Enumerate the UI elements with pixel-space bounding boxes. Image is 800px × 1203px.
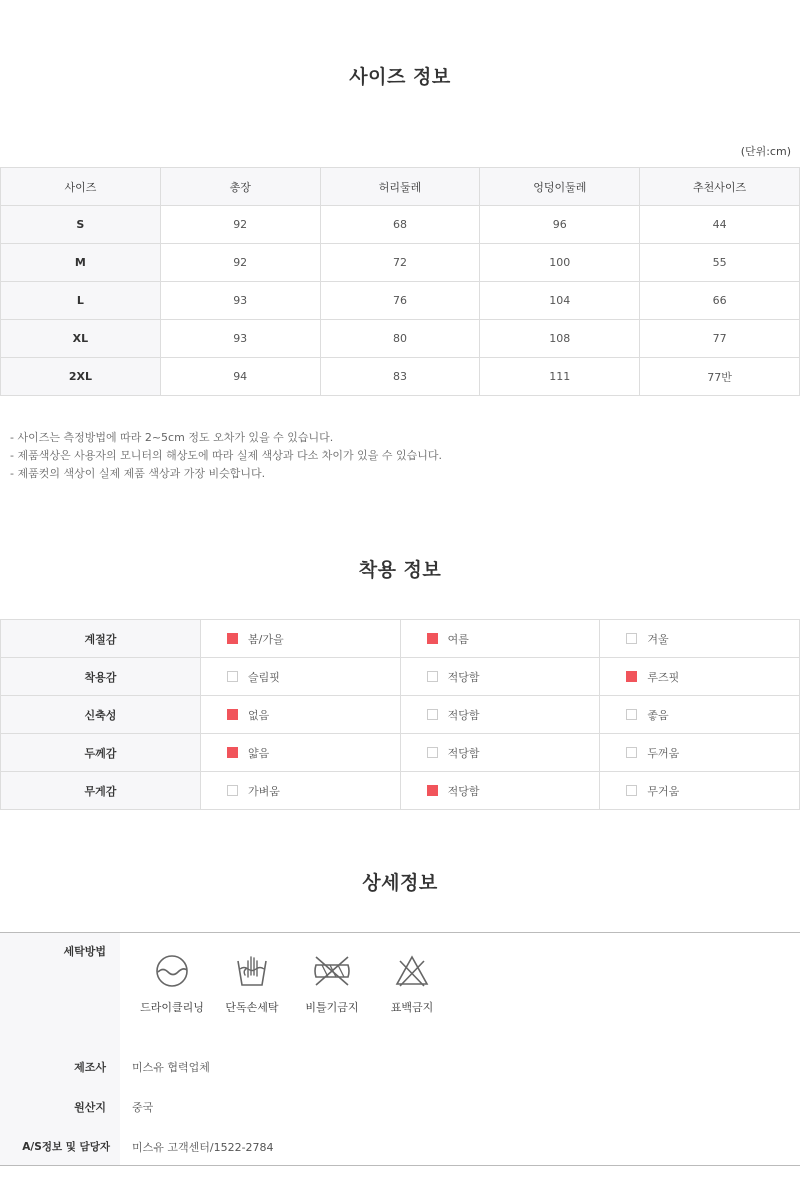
manufacturer-row [0,1059,800,1075]
fit-option [400,658,600,696]
option-label: 적당함 [447,746,480,760]
detail-table [0,932,800,1166]
fit-label: 계절감 [1,620,201,658]
header-hip: 엉덩이둘레 [480,168,640,206]
care-caption: 드라이클리닝 [140,1001,204,1014]
note-line: - 제품컷의 색상이 실제 제품 색상과 가장 비슷합니다. [10,467,266,480]
checkbox-unchecked [427,709,438,720]
care-icons [132,953,452,1015]
hip-cell: 108 [480,320,640,358]
detail-section-title: 상세정보 [362,872,438,894]
fit-option [201,696,401,734]
as-row [0,1139,800,1155]
size-cell: 2XL [1,358,161,396]
waist-cell: 76 [320,282,480,320]
waist-cell: 72 [320,244,480,282]
fit-option [600,696,800,734]
size-notes [10,429,442,483]
checkbox-checked [427,633,438,644]
hip-cell: 111 [480,358,640,396]
care-item [292,953,372,1015]
waist-cell: 80 [320,320,480,358]
fit-option [600,658,800,696]
no-wring-icon [310,953,354,989]
option-label: 두꺼움 [647,746,680,760]
care-item [372,953,452,1015]
header-waist: 허리둘레 [320,168,480,206]
care-item [212,953,292,1015]
option-label: 가벼움 [248,784,280,798]
length-cell: 92 [160,206,320,244]
fit-option [201,620,401,658]
length-cell: 92 [160,244,320,282]
manufacturer-value: 미스유 협력업체 [132,1061,210,1074]
checkbox-checked [626,671,637,682]
recommended-cell: 44 [640,206,800,244]
as-value: 미스유 고객센터/1522-2784 [132,1141,274,1154]
option-label: 슬림핏 [248,670,280,684]
option-label: 얇음 [248,746,270,760]
note-line: - 제품색상은 사용자의 모니터의 해상도에 따라 실제 색상과 다소 차이가 있을 수 있습니다. [10,449,442,462]
option-label: 봄/가을 [248,632,284,646]
size-table [0,167,800,396]
origin-label: 원산지 [0,1099,120,1115]
option-label: 겨울 [647,632,669,646]
checkbox-unchecked [626,709,637,720]
hand-wash-icon [234,953,270,989]
fit-row-weight [1,772,800,810]
option-label: 적당함 [447,708,480,722]
checkbox-checked [227,709,238,720]
manufacturer-label: 제조사 [0,1059,120,1075]
fit-option [201,734,401,772]
recommended-cell: 66 [640,282,800,320]
fit-label: 무게감 [1,772,201,810]
detail-label-column [0,933,120,1165]
hip-cell: 100 [480,244,640,282]
care-caption: 단독손세탁 [225,1001,279,1014]
size-cell: S [1,206,161,244]
hip-cell: 96 [480,206,640,244]
no-bleach-icon [394,953,430,989]
hip-cell: 104 [480,282,640,320]
care-item [132,953,212,1015]
waist-cell: 83 [320,358,480,396]
option-label: 적당함 [447,784,480,798]
fit-option [201,658,401,696]
recommended-cell: 55 [640,244,800,282]
length-cell: 93 [160,282,320,320]
fit-option [400,620,600,658]
fit-row-thickness [1,734,800,772]
checkbox-unchecked [427,747,438,758]
dry-clean-icon [154,953,190,989]
table-row [1,282,800,320]
fit-row-fit [1,658,800,696]
checkbox-unchecked [227,671,238,682]
care-caption: 표백금지 [390,1001,434,1014]
checkbox-unchecked [227,785,238,796]
option-label: 무거움 [647,784,680,798]
table-row [1,206,800,244]
note-line: - 사이즈는 측정방법에 따라 2~5cm 정도 오차가 있을 수 있습니다. [10,431,334,444]
checkbox-unchecked [626,747,637,758]
size-cell: L [1,282,161,320]
fit-option [600,772,800,810]
care-caption: 비틀기금지 [305,1001,359,1014]
table-row [1,244,800,282]
as-label: A/S정보 및 담당자 [0,1139,120,1155]
fit-label: 신축성 [1,696,201,734]
fit-option [400,696,600,734]
fit-option [400,734,600,772]
length-cell: 93 [160,320,320,358]
option-label: 적당함 [447,670,480,684]
waist-cell: 68 [320,206,480,244]
fit-label: 착용감 [1,658,201,696]
size-table-header [1,168,800,206]
checkbox-checked [227,747,238,758]
length-cell: 94 [160,358,320,396]
option-label: 루즈핏 [647,670,680,684]
fit-option [201,772,401,810]
care-label: 세탁방법 [0,943,120,959]
header-length: 총장 [160,168,320,206]
option-label: 여름 [447,632,469,646]
unit-label: (단위:cm) [740,145,791,158]
checkbox-checked [427,785,438,796]
fit-option [600,620,800,658]
header-recommended: 추천사이즈 [640,168,800,206]
origin-value: 중국 [132,1101,154,1114]
fit-label: 두께감 [1,734,201,772]
fit-row-stretch [1,696,800,734]
fit-row-season [1,620,800,658]
fit-option [600,734,800,772]
fit-table [0,619,800,810]
option-label: 없음 [248,708,270,722]
table-row [1,320,800,358]
checkbox-unchecked [626,633,637,644]
header-size: 사이즈 [1,168,161,206]
fit-option [400,772,600,810]
recommended-cell: 77 [640,320,800,358]
checkbox-unchecked [427,671,438,682]
option-label: 좋음 [647,708,669,722]
recommended-cell: 77반 [640,358,800,396]
size-section-title: 사이즈 정보 [349,66,451,88]
checkbox-unchecked [626,785,637,796]
origin-row [0,1099,800,1115]
table-row [1,358,800,396]
size-cell: M [1,244,161,282]
size-cell: XL [1,320,161,358]
checkbox-checked [227,633,238,644]
fit-section-title: 착용 정보 [358,559,442,581]
